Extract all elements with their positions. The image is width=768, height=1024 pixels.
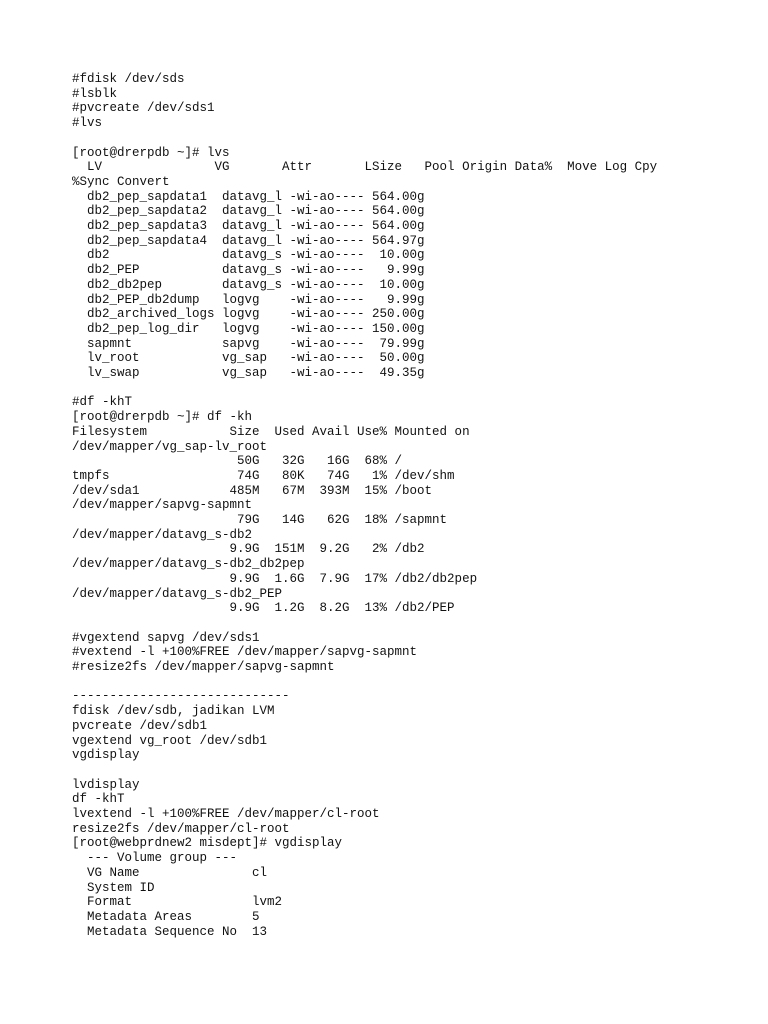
text-line: db2_pep_sapdata1 datavg_l -wi-ao---- 564.00g bbox=[72, 189, 425, 204]
text-line: --- Volume group --- bbox=[72, 851, 238, 866]
text-line: lv_root vg_sap -wi-ao---- 50.00g bbox=[72, 351, 425, 366]
text-line: lvdisplay bbox=[72, 777, 140, 792]
text-line: /dev/mapper/datavg_s-db2_PEP bbox=[72, 586, 283, 601]
lvm-notes-block bbox=[72, 689, 752, 763]
df-output-block bbox=[72, 395, 752, 616]
text-line: df -khT bbox=[72, 792, 125, 807]
text-line: vgextend vg_root /dev/sdb1 bbox=[72, 733, 268, 748]
blank-line bbox=[72, 675, 752, 690]
text-line: lvextend -l +100%FREE /dev/mapper/cl-root bbox=[72, 807, 380, 822]
text-line: db2_pep_sapdata3 datavg_l -wi-ao---- 564.00g bbox=[72, 219, 425, 234]
text-line: db2_pep_sapdata4 datavg_l -wi-ao---- 564.97g bbox=[72, 233, 425, 248]
text-line: tmpfs 74G 80K 74G 1% /dev/shm bbox=[72, 468, 455, 483]
text-line: %Sync Convert bbox=[72, 174, 170, 189]
text-line: 9.9G 1.6G 7.9G 17% /db2/db2pep bbox=[72, 571, 478, 586]
text-line: db2_db2pep datavg_s -wi-ao---- 10.00g bbox=[72, 277, 425, 292]
text-line: /dev/sda1 485M 67M 393M 15% /boot bbox=[72, 483, 433, 498]
text-line: #fdisk /dev/sds bbox=[72, 72, 185, 86]
text-line: Format lvm2 bbox=[72, 895, 283, 910]
text-line: #lvs bbox=[72, 116, 103, 131]
text-line: 79G 14G 62G 18% /sapmnt bbox=[72, 513, 448, 528]
text-line: LV VG Attr LSize Pool Origin Data% Move Log Cpy bbox=[72, 160, 658, 175]
text-line: db2_archived_logs logvg -wi-ao---- 250.00g bbox=[72, 307, 425, 322]
text-line: Metadata Areas 5 bbox=[72, 910, 260, 924]
text-line: [root@drerpdb ~]# lvs bbox=[72, 145, 230, 160]
text-line: /dev/mapper/datavg_s-db2 bbox=[72, 527, 253, 542]
text-line: System ID bbox=[72, 880, 155, 895]
text-line: 9.9G 151M 9.2G 2% /db2 bbox=[72, 542, 425, 557]
blank-line bbox=[72, 763, 752, 778]
vgextend-command-block bbox=[72, 631, 752, 675]
text-line: VG Name cl bbox=[72, 865, 268, 880]
text-line: db2_pep_log_dir logvg -wi-ao---- 150.00g bbox=[72, 321, 425, 336]
text-line: #vgextend sapvg /dev/sds1 bbox=[72, 630, 260, 645]
text-line: resize2fs /dev/mapper/cl-root bbox=[72, 821, 290, 836]
lvs-output-block bbox=[72, 146, 752, 381]
text-line: fdisk /dev/sdb, jadikan LVM bbox=[72, 704, 275, 719]
vgdisplay-output-block bbox=[72, 778, 752, 940]
text-line: /dev/mapper/datavg_s-db2_db2pep bbox=[72, 557, 305, 572]
text-line: db2 datavg_s -wi-ao---- 10.00g bbox=[72, 248, 425, 263]
command-block-fdisk bbox=[72, 72, 752, 131]
text-line: /dev/mapper/vg_sap-lv_root bbox=[72, 439, 268, 454]
text-line: db2_pep_sapdata2 datavg_l -wi-ao---- 564.00g bbox=[72, 204, 425, 219]
text-line: #df -khT bbox=[72, 395, 133, 410]
text-line: #lsblk bbox=[72, 86, 118, 101]
text-line: #vextend -l +100%FREE /dev/mapper/sapvg-sapmnt bbox=[72, 645, 418, 660]
text-line: vgdisplay bbox=[72, 748, 140, 763]
text-line: [root@webprdnew2 misdept]# vgdisplay bbox=[72, 836, 343, 851]
text-line: [root@drerpdb ~]# df -kh bbox=[72, 410, 253, 425]
text-line: #pvcreate /dev/sds1 bbox=[72, 101, 215, 116]
text-line: ----------------------------- bbox=[72, 689, 290, 704]
document-page bbox=[72, 72, 752, 939]
text-line: Filesystem Size Used Avail Use% Mounted on bbox=[72, 424, 470, 439]
text-line: 9.9G 1.2G 8.2G 13% /db2/PEP bbox=[72, 601, 455, 616]
text-line: lv_swap vg_sap -wi-ao---- 49.35g bbox=[72, 366, 425, 381]
text-line: Metadata Sequence No 13 bbox=[72, 924, 268, 939]
text-line: /dev/mapper/sapvg-sapmnt bbox=[72, 498, 253, 513]
text-line: sapmnt sapvg -wi-ao---- 79.99g bbox=[72, 336, 425, 351]
text-line: db2_PEP datavg_s -wi-ao---- 9.99g bbox=[72, 263, 425, 278]
text-line: pvcreate /dev/sdb1 bbox=[72, 718, 208, 733]
blank-line bbox=[72, 131, 752, 146]
text-line: 50G 32G 16G 68% / bbox=[72, 454, 403, 469]
text-line: db2_PEP_db2dump logvg -wi-ao---- 9.99g bbox=[72, 292, 425, 307]
text-line: #resize2fs /dev/mapper/sapvg-sapmnt bbox=[72, 660, 335, 675]
blank-line bbox=[72, 616, 752, 631]
blank-line bbox=[72, 381, 752, 396]
